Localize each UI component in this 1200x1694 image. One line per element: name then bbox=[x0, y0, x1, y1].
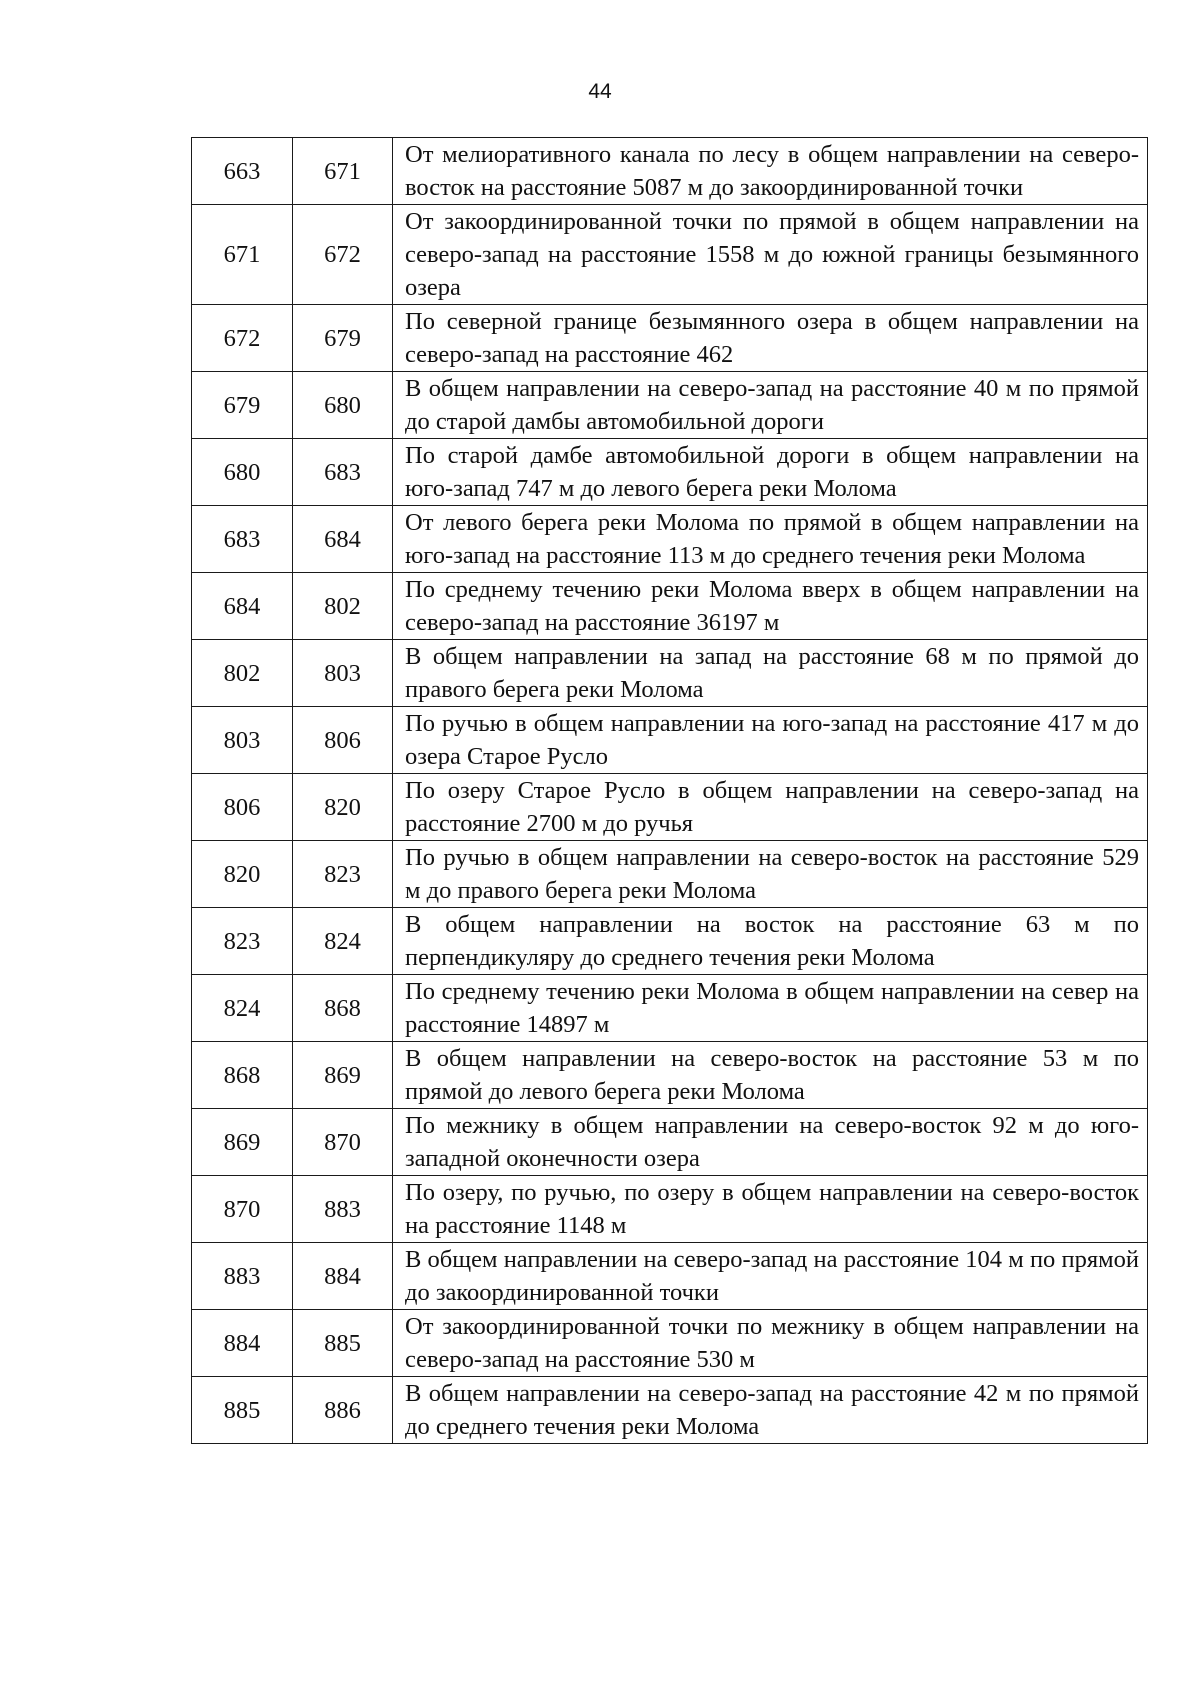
table-row bbox=[192, 1310, 1148, 1377]
point-from: 680 bbox=[192, 439, 293, 506]
point-to: 870 bbox=[293, 1109, 393, 1176]
point-from: 802 bbox=[192, 640, 293, 707]
point-to: 869 bbox=[293, 1042, 393, 1109]
segment-description: По озеру, по ручью, по озеру в общем направлении на северо-восток на расстояние 1148 м bbox=[393, 1176, 1148, 1243]
point-to: 884 bbox=[293, 1243, 393, 1310]
segment-description: По старой дамбе автомобильной дороги в общем направлении на юго-запад 747 м до левого берега реки Молома bbox=[393, 439, 1148, 506]
table-row bbox=[192, 138, 1148, 205]
point-from: 823 bbox=[192, 908, 293, 975]
table-row bbox=[192, 573, 1148, 640]
point-from: 885 bbox=[192, 1377, 293, 1444]
point-to: 680 bbox=[293, 372, 393, 439]
point-from: 824 bbox=[192, 975, 293, 1042]
point-from: 884 bbox=[192, 1310, 293, 1377]
table-row bbox=[192, 1176, 1148, 1243]
point-from: 672 bbox=[192, 305, 293, 372]
segment-description: От мелиоративного канала по лесу в общем направлении на северо-восток на расстояние 5087 м до закоординированной точки bbox=[393, 138, 1148, 205]
segment-description: По ручью в общем направлении на юго-запад на расстояние 417 м до озера Старое Русло bbox=[393, 707, 1148, 774]
segment-description: По среднему течению реки Молома вверх в общем направлении на северо-запад на расстояние 36197 м bbox=[393, 573, 1148, 640]
point-to: 868 bbox=[293, 975, 393, 1042]
table-row bbox=[192, 975, 1148, 1042]
segment-description: От закоординированной точки по межнику в общем направлении на северо-запад на расстояние 530 м bbox=[393, 1310, 1148, 1377]
table-row bbox=[192, 774, 1148, 841]
point-from: 683 bbox=[192, 506, 293, 573]
point-to: 886 bbox=[293, 1377, 393, 1444]
point-to: 806 bbox=[293, 707, 393, 774]
table-row bbox=[192, 908, 1148, 975]
point-from: 883 bbox=[192, 1243, 293, 1310]
point-to: 683 bbox=[293, 439, 393, 506]
point-to: 671 bbox=[293, 138, 393, 205]
segment-description: По северной границе безымянного озера в общем направлении на северо-запад на расстояние 462 bbox=[393, 305, 1148, 372]
point-from: 868 bbox=[192, 1042, 293, 1109]
table-row bbox=[192, 1243, 1148, 1310]
point-from: 803 bbox=[192, 707, 293, 774]
segment-description: По межнику в общем направлении на северо-восток 92 м до юго-западной оконечности озера bbox=[393, 1109, 1148, 1176]
point-to: 823 bbox=[293, 841, 393, 908]
point-from: 671 bbox=[192, 205, 293, 305]
point-to: 803 bbox=[293, 640, 393, 707]
page-number: 44 bbox=[588, 80, 612, 103]
segment-description: По озеру Старое Русло в общем направлении на северо-запад на расстояние 2700 м до ручья bbox=[393, 774, 1148, 841]
point-to: 672 bbox=[293, 205, 393, 305]
point-from: 820 bbox=[192, 841, 293, 908]
segment-description: В общем направлении на северо-восток на расстояние 53 м по прямой до левого берега реки Молома bbox=[393, 1042, 1148, 1109]
point-from: 679 bbox=[192, 372, 293, 439]
boundary-description-table bbox=[191, 137, 1148, 1444]
point-to: 885 bbox=[293, 1310, 393, 1377]
point-from: 806 bbox=[192, 774, 293, 841]
table-row bbox=[192, 205, 1148, 305]
table-row bbox=[192, 506, 1148, 573]
table-row bbox=[192, 1042, 1148, 1109]
table-row bbox=[192, 1109, 1148, 1176]
point-from: 870 bbox=[192, 1176, 293, 1243]
segment-description: От левого берега реки Молома по прямой в общем направлении на юго-запад на расстояние 113 м до среднего течения реки Молома bbox=[393, 506, 1148, 573]
segment-description: В общем направлении на запад на расстояние 68 м по прямой до правого берега реки Молома bbox=[393, 640, 1148, 707]
point-from: 684 bbox=[192, 573, 293, 640]
point-to: 883 bbox=[293, 1176, 393, 1243]
table-row bbox=[192, 707, 1148, 774]
table-row bbox=[192, 640, 1148, 707]
segment-description: В общем направлении на северо-запад на расстояние 42 м по прямой до среднего течения реки Молома bbox=[393, 1377, 1148, 1444]
point-from: 663 bbox=[192, 138, 293, 205]
point-to: 820 bbox=[293, 774, 393, 841]
point-to: 802 bbox=[293, 573, 393, 640]
table-row bbox=[192, 372, 1148, 439]
table-row bbox=[192, 841, 1148, 908]
point-to: 679 bbox=[293, 305, 393, 372]
table-row bbox=[192, 1377, 1148, 1444]
table-row bbox=[192, 439, 1148, 506]
segment-description: В общем направлении на северо-запад на расстояние 104 м по прямой до закоординированной точки bbox=[393, 1243, 1148, 1310]
point-to: 824 bbox=[293, 908, 393, 975]
segment-description: От закоординированной точки по прямой в общем направлении на северо-запад на расстояние 1558 м до южной границы безымянного озера bbox=[393, 205, 1148, 305]
segment-description: В общем направлении на северо-запад на расстояние 40 м по прямой до старой дамбы автомобильной дороги bbox=[393, 372, 1148, 439]
segment-description: По среднему течению реки Молома в общем направлении на север на расстояние 14897 м bbox=[393, 975, 1148, 1042]
segment-description: В общем направлении на восток на расстояние 63 м по перпендикуляру до среднего течения реки Молома bbox=[393, 908, 1148, 975]
point-from: 869 bbox=[192, 1109, 293, 1176]
point-to: 684 bbox=[293, 506, 393, 573]
table-row bbox=[192, 305, 1148, 372]
segment-description: По ручью в общем направлении на северо-восток на расстояние 529 м до правого берега реки Молома bbox=[393, 841, 1148, 908]
